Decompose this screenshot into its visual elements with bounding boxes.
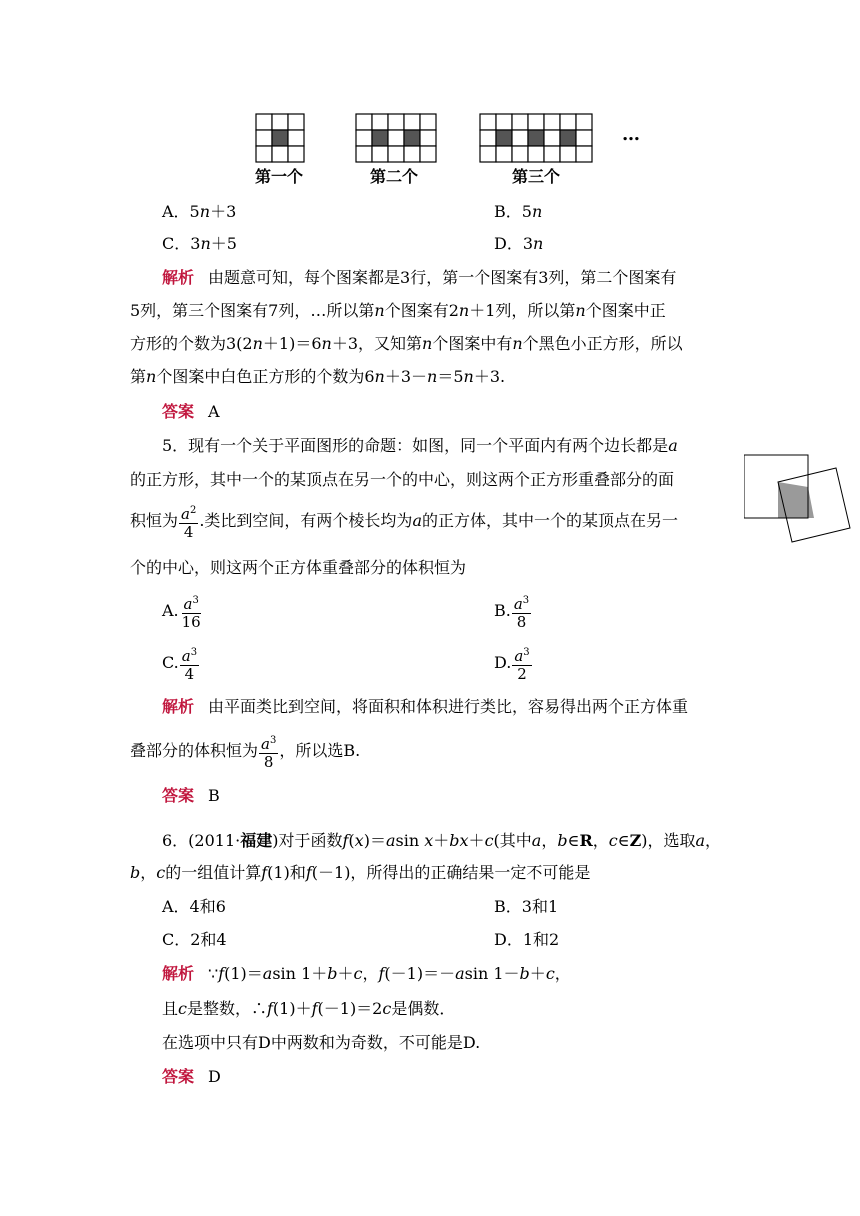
- white-cell: [256, 146, 272, 162]
- q4-analysis-line3: 方形的个数为3(2n＋1)＝6n＋3，又知第n个图案中有n个黑色小正方形，所以: [130, 334, 683, 353]
- white-cell: [480, 130, 496, 146]
- q5-option-b: B. $\frac{a^3}{8}$: [494, 592, 532, 631]
- white-cell: [356, 146, 372, 162]
- white-cell: [372, 114, 388, 130]
- q6-analysis-line2: 且c是整数，∴f(1)＋f(－1)＝2c是偶数．: [162, 999, 456, 1018]
- white-cell: [288, 146, 304, 162]
- black-cell: [560, 130, 576, 146]
- white-cell: [560, 146, 576, 162]
- q6-option-c: C．2和4: [162, 930, 227, 949]
- q4-option-d: D．3n: [494, 234, 544, 253]
- white-cell: [480, 146, 496, 162]
- white-cell: [544, 146, 560, 162]
- black-cell: [528, 130, 544, 146]
- white-cell: [388, 146, 404, 162]
- ellipsis: …: [622, 124, 640, 145]
- q6-option-b: B．3和1: [494, 897, 559, 916]
- q5-stem-line1: 5．现有一个关于平面图形的命题：如图，同一个平面内有两个边长都是a: [162, 436, 678, 455]
- caption-first: 第一个: [255, 167, 304, 186]
- q5-answer: 答案 B: [162, 786, 220, 805]
- q4-analysis-line4: 第n个图案中白色正方形的个数为6n＋3－n＝5n＋3.: [130, 367, 506, 386]
- white-cell: [420, 146, 436, 162]
- white-cell: [512, 130, 528, 146]
- white-cell: [544, 114, 560, 130]
- q6-stem-line2: b，c的一组值计算f(1)和f(－1)，所得出的正确结果一定不可能是: [130, 863, 591, 882]
- white-cell: [356, 114, 372, 130]
- q5-stem-line2: 的正方形，其中一个的某顶点在另一个的中心，则这两个正方形重叠部分的面: [130, 470, 675, 489]
- white-cell: [272, 146, 288, 162]
- white-cell: [420, 130, 436, 146]
- q6-stem-line1: 6．(2011·福建)对于函数f(x)＝asin x＋bx＋c(其中a，b∈R，c∈Z)，选取a，: [162, 831, 722, 850]
- white-cell: [404, 146, 420, 162]
- q4-option-a: A．5n＋3: [162, 202, 237, 221]
- white-cell: [356, 130, 372, 146]
- white-cell: [560, 114, 576, 130]
- q6-analysis-line3: 在选项中只有D中两数和为奇数，不可能是D.: [162, 1033, 481, 1052]
- white-cell: [544, 130, 560, 146]
- q5-option-c: C. $\frac{a^3}{4}$: [162, 644, 200, 683]
- caption-third: 第三个: [512, 167, 561, 186]
- white-cell: [288, 130, 304, 146]
- q4-option-c: C．3n＋5: [162, 234, 237, 253]
- q5-stem-line4: 个的中心，则这两个正方体重叠部分的体积恒为: [130, 558, 467, 577]
- q6-answer: 答案 D: [162, 1067, 221, 1086]
- overlapping-squares-figure: [744, 448, 856, 548]
- q4-analysis-line1: 解析 由题意可知，每个图案都是3行，第一个图案有3列，第二个图案有: [162, 268, 677, 287]
- q4-analysis-line2: 5列，第三个图案有7列，…所以第n个图案有2n＋1列，所以第n个图案中正: [130, 301, 666, 320]
- white-cell: [256, 130, 272, 146]
- black-cell: [372, 130, 388, 146]
- q5-area-fraction: $\frac{a^2}{4}$: [179, 502, 198, 541]
- white-cell: [404, 114, 420, 130]
- q4-answer: 答案 A: [162, 402, 220, 421]
- white-cell: [388, 114, 404, 130]
- white-cell: [372, 146, 388, 162]
- overlap-region: [778, 482, 814, 518]
- caption-second: 第二个: [370, 167, 419, 186]
- white-cell: [272, 114, 288, 130]
- q5-option-d: D. $\frac{a^3}{2}$: [494, 644, 533, 683]
- q4-option-b: B．5n: [494, 202, 543, 221]
- white-cell: [388, 130, 404, 146]
- white-cell: [512, 146, 528, 162]
- white-cell: [496, 146, 512, 162]
- white-cell: [288, 114, 304, 130]
- white-cell: [576, 114, 592, 130]
- white-cell: [576, 146, 592, 162]
- white-cell: [576, 130, 592, 146]
- white-cell: [496, 114, 512, 130]
- black-cell: [272, 130, 288, 146]
- q6-option-a: A．4和6: [162, 897, 226, 916]
- pattern-figure: [250, 110, 650, 170]
- q5-option-a: A. $\frac{a^3}{16}$: [162, 592, 204, 631]
- q5-analysis-line2: 叠部分的体积恒为 $\frac{a^3}{8}$ ，所以选B.: [130, 732, 360, 771]
- q5-stem-line3: 积恒为 $\frac{a^2}{4}$ .类比到空间，有两个棱长均为a的正方体，其中一个的某顶点在另一: [130, 502, 678, 541]
- white-cell: [480, 114, 496, 130]
- black-cell: [496, 130, 512, 146]
- white-cell: [512, 114, 528, 130]
- q5-analysis-line1: 解析 由平面类比到空间，将面积和体积进行类比，容易得出两个正方体重: [162, 697, 689, 716]
- black-cell: [404, 130, 420, 146]
- white-cell: [528, 146, 544, 162]
- q6-analysis-line1: 解析 ∵f(1)＝asin 1＋b＋c，f(－1)＝－asin 1－b＋c，: [162, 964, 571, 983]
- white-cell: [256, 114, 272, 130]
- q6-option-d: D．1和2: [494, 930, 560, 949]
- white-cell: [528, 114, 544, 130]
- white-cell: [420, 114, 436, 130]
